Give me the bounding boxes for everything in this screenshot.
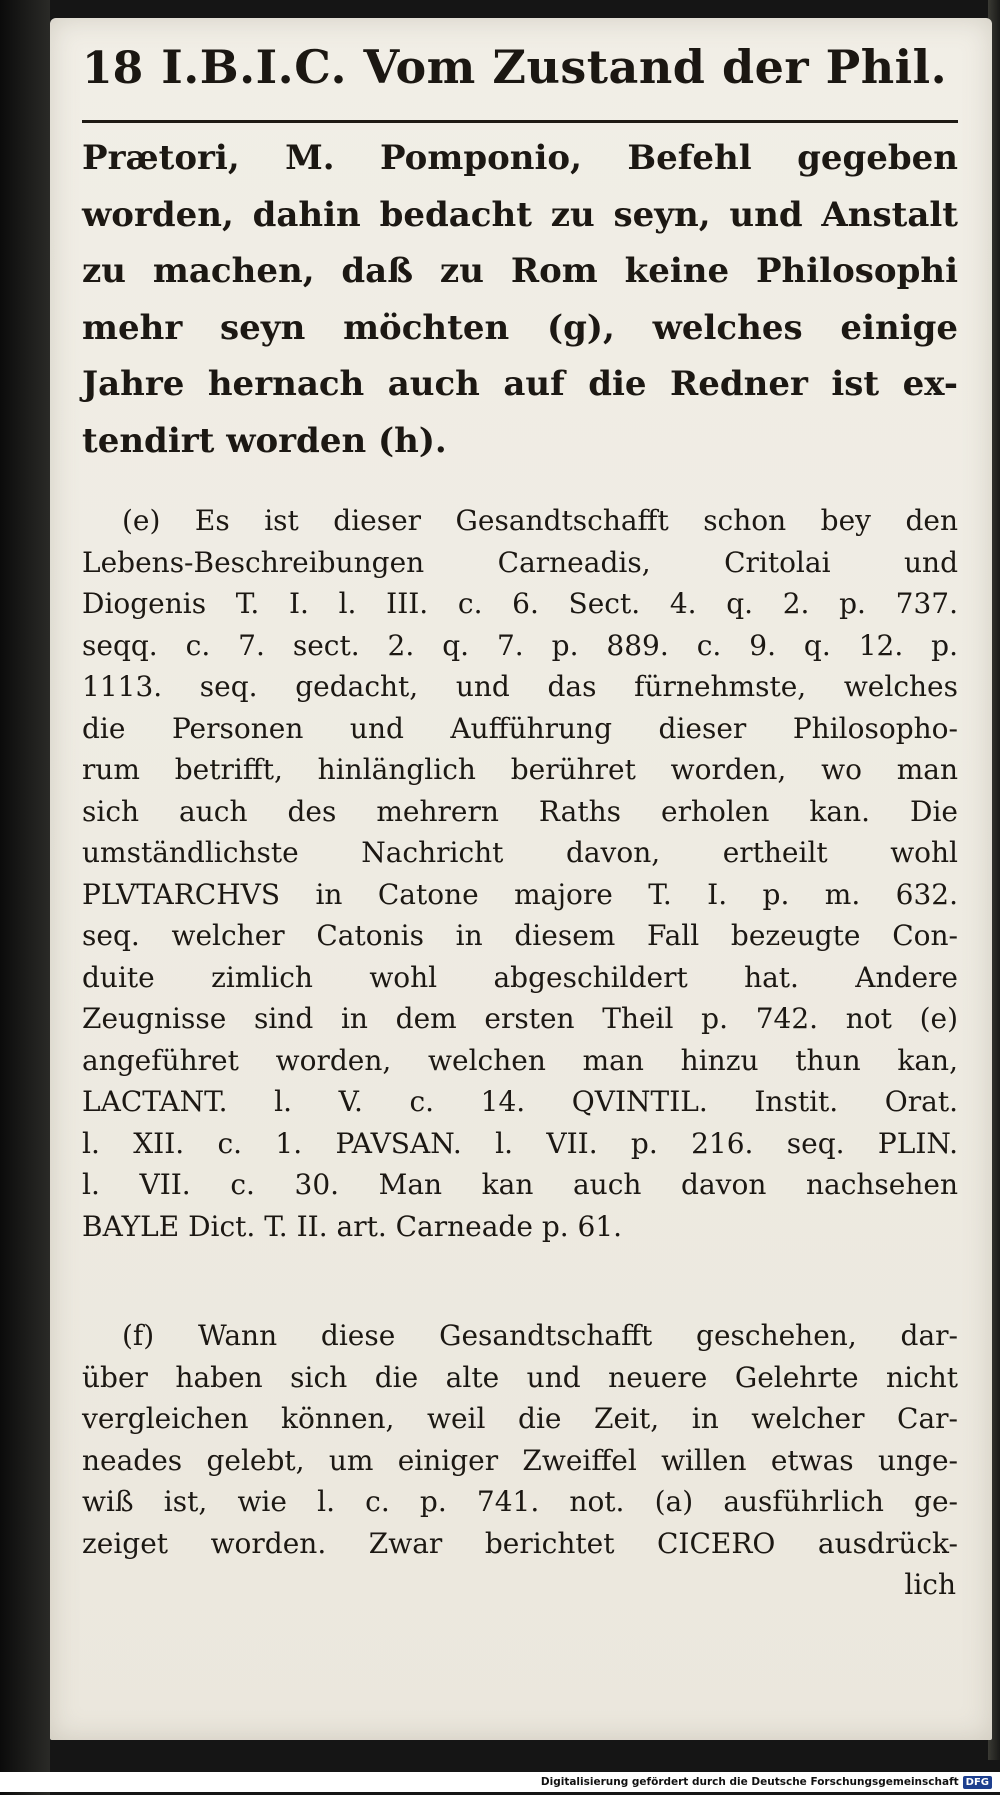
book-spine <box>0 0 50 1795</box>
note-line: seqq. c. 7. sect. 2. q. 7. p. 889. c. 9. q. 12. p. <box>82 628 958 662</box>
note-line: die Personen und Aufführung dieser Philosopho- <box>82 711 958 745</box>
header-rule <box>82 120 958 123</box>
text-line: zu machen, daß zu Rom keine Philosophi <box>82 251 958 291</box>
note-line: Lebens-Beschreibungen Carneadis, Critolai und <box>82 545 958 579</box>
note-line: neades gelebt, um einiger Zweiffel willen etwas unge- <box>82 1443 958 1477</box>
note-line: Diogenis T. I. l. III. c. 6. Sect. 4. q. 2. p. 737. <box>82 587 958 620</box>
note-line: seq. welcher Catonis in diesem Fall bezeugte Con- <box>82 919 958 952</box>
note-line: l. XII. c. 1. PAVSAN. l. VII. p. 216. seq. PLIN. <box>82 1126 958 1160</box>
note-line: umständlichste Nachricht davon, ertheilt wohl <box>82 836 958 869</box>
catchword: lich <box>904 1568 956 1601</box>
note-line: angeführet worden, welchen man hinzu thun kan, <box>82 1043 958 1077</box>
note-line: LACTANT. l. V. c. 14. QVINTIL. Instit. Orat. <box>82 1085 958 1118</box>
note-line: l. VII. c. 30. Man kan auch davon nachsehen <box>82 1168 958 1201</box>
note-line: rum betrifft, hinlänglich berühret worden, wo man <box>82 753 958 786</box>
note-line: sich auch des mehrern Raths erholen kan. Die <box>82 794 958 828</box>
footnote-f <box>82 1315 958 1606</box>
text-line: mehr seyn möchten (g), welches einige <box>82 307 958 348</box>
dfg-logo: DFG <box>963 1776 992 1789</box>
note-line: 1113. seq. gedacht, und das fürnehmste, welches <box>82 670 958 703</box>
note-line: Zeugnisse sind in dem ersten Theil p. 742. not (e) <box>82 1002 958 1035</box>
main-text <box>82 130 958 469</box>
text-line: Jahre hernach auch auf die Redner ist ex- <box>82 364 958 404</box>
note-line: (f) Wann diese Gesandtschafft geschehen, dar- <box>122 1319 958 1352</box>
text-line: Prætori, M. Pomponio, Befehl gegeben <box>82 138 958 178</box>
note-line: wiß ist, wie l. c. p. 741. not. (a) ausführlich ge- <box>82 1485 958 1518</box>
page-header <box>82 40 962 110</box>
footer-credit: Digitalisierung gefördert durch die Deutsche Forschungsgemeinschaft <box>540 1776 959 1788</box>
note-line: (e) Es ist dieser Gesandtschafft schon bey den <box>122 504 958 537</box>
note-line: BAYLE Dict. T. II. art. Carneade p. 61. <box>82 1209 623 1243</box>
footnote-e <box>82 500 958 1247</box>
page-number: 18 <box>82 43 144 94</box>
note-line: vergleichen können, weil die Zeit, in welcher Car- <box>82 1402 958 1435</box>
note-line: über haben sich die alte und neuere Gelehrte nicht <box>82 1360 958 1394</box>
digitization-footer <box>0 1772 1000 1792</box>
text-line: tendirt worden (h). <box>82 420 447 461</box>
text-line: worden, dahin bedacht zu seyn, und Anstalt <box>82 194 958 235</box>
note-line: duite zimlich wohl abgeschildert hat. Andere <box>82 960 958 994</box>
note-line: zeiget worden. Zwar berichtet CICERO ausdrück- <box>82 1526 958 1560</box>
note-line: PLVTARCHVS in Catone majore T. I. p. m. 632. <box>82 877 958 911</box>
running-head: I.B.I.C. Vom Zustand der Phil. <box>161 40 948 94</box>
